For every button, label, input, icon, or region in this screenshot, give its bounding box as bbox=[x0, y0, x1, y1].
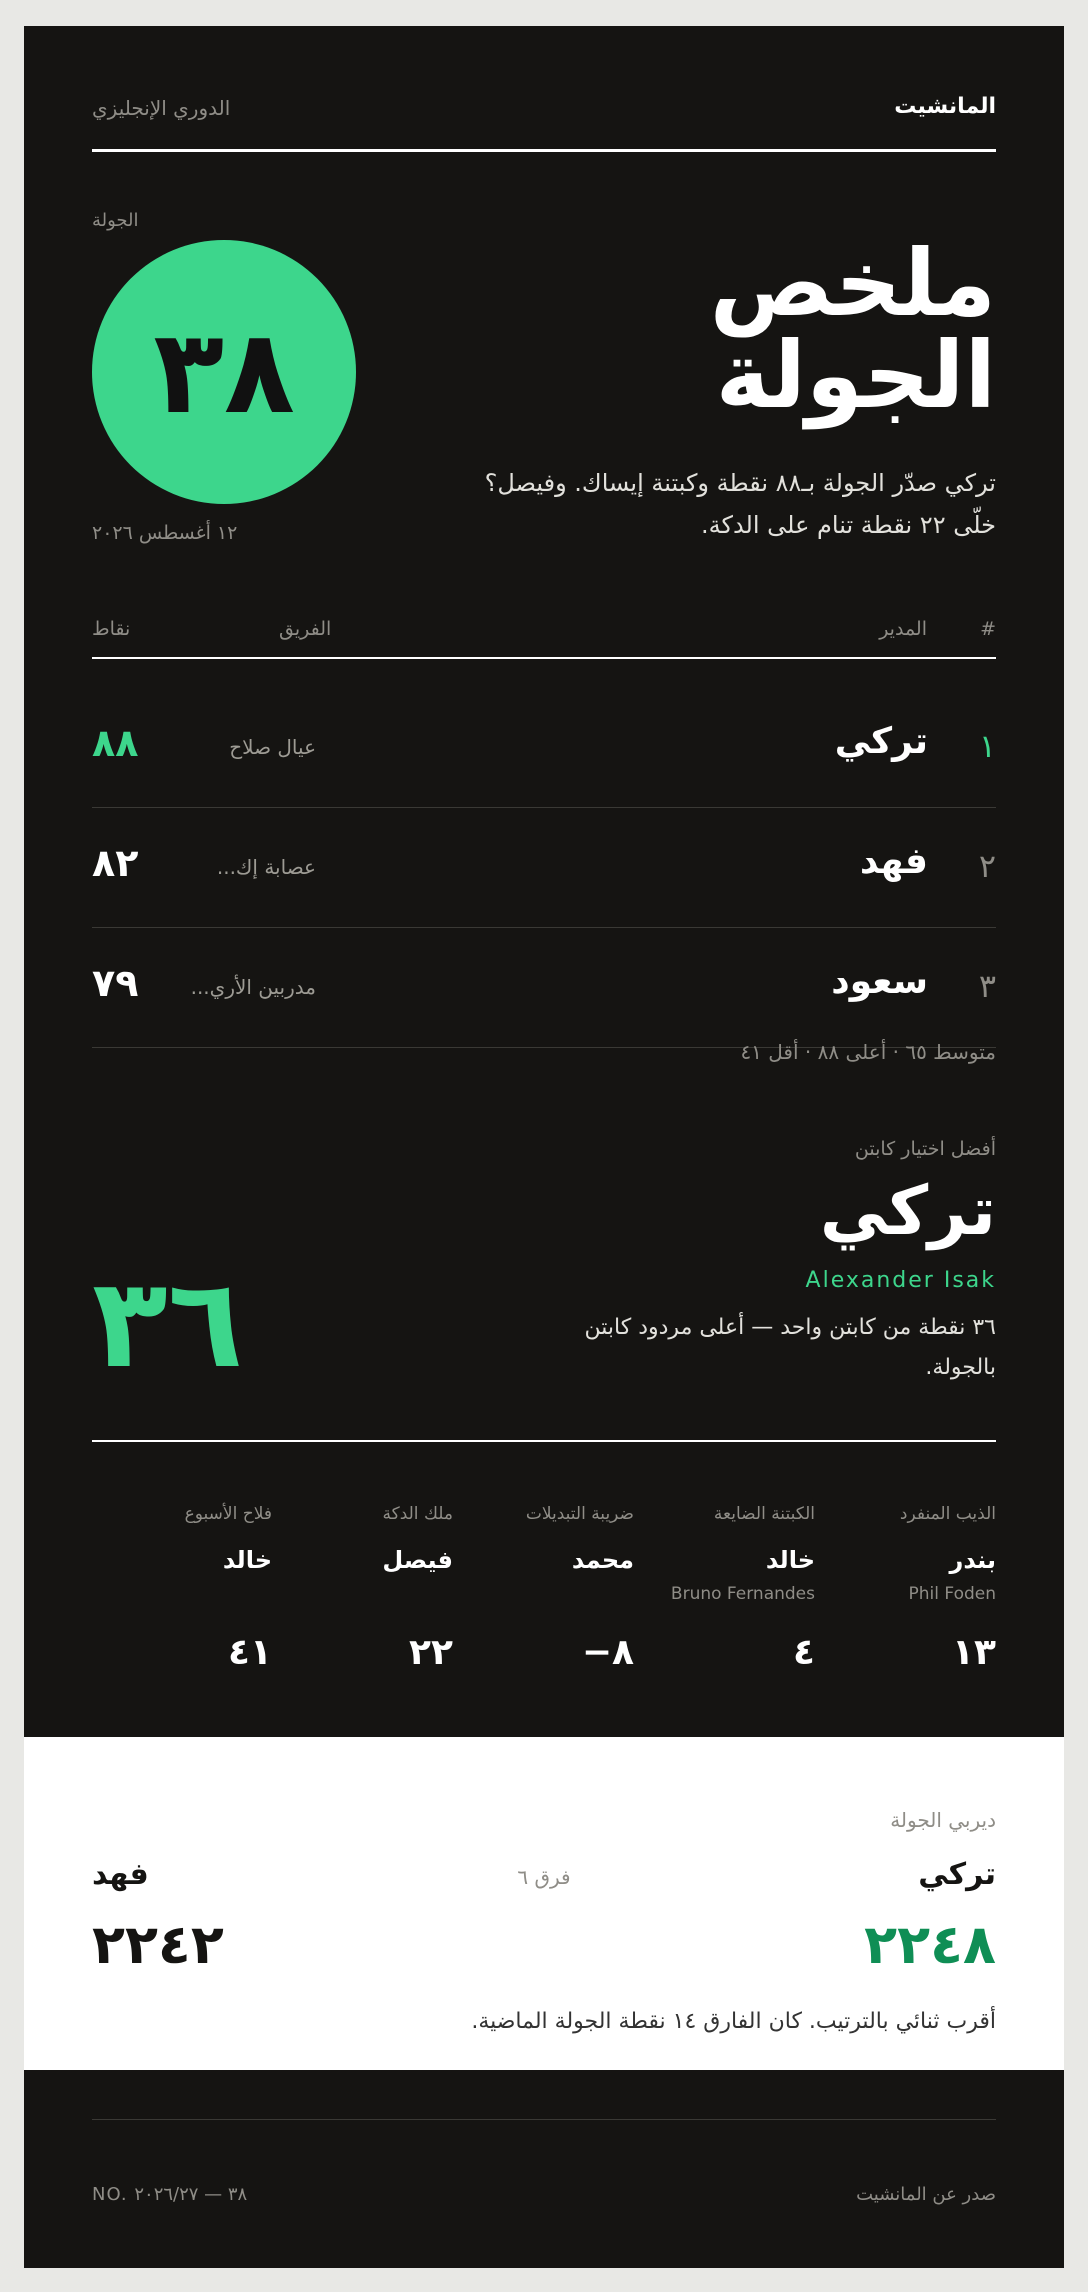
award-title: فلاح الأسبوع bbox=[184, 1504, 272, 1524]
captain-points: ٣٦ bbox=[92, 1252, 244, 1396]
captain-player: Alexander Isak bbox=[805, 1268, 996, 1293]
award-bench-king bbox=[283, 1504, 453, 1673]
award-value: ٤ bbox=[793, 1632, 815, 1673]
row-rank: ٢ bbox=[978, 847, 996, 885]
row-team: مدربين الأري... bbox=[190, 975, 316, 999]
derby-section bbox=[24, 1737, 1064, 2070]
footer-source: صدر عن المانشيت bbox=[856, 2184, 996, 2205]
derby-leader-name: تركي bbox=[918, 1857, 996, 1892]
table-row[interactable] bbox=[92, 807, 996, 928]
award-transfer-tax bbox=[464, 1504, 634, 1673]
award-player bbox=[283, 1584, 453, 1608]
award-winner: بندر bbox=[949, 1546, 996, 1574]
derby-label: ديربي الجولة bbox=[890, 1808, 996, 1832]
round-number-badge bbox=[92, 240, 356, 504]
derby-challenger-score: ٢٢٤٢ bbox=[92, 1913, 224, 1976]
row-points: ٨٢ bbox=[92, 841, 139, 885]
award-player: Bruno Fernandes bbox=[670, 1584, 815, 1604]
header-manager: المدير bbox=[879, 618, 927, 640]
masthead-divider bbox=[92, 149, 996, 152]
award-winner: خالد bbox=[765, 1546, 815, 1574]
round-label: الجولة bbox=[92, 210, 139, 231]
round-subtitle bbox=[436, 462, 996, 546]
header-rank: # bbox=[980, 618, 996, 640]
row-rank: ٣ bbox=[978, 967, 996, 1005]
award-player bbox=[102, 1584, 272, 1608]
derby-leader-score: ٢٢٤٨ bbox=[864, 1913, 996, 1976]
row-team: عيال صلاح bbox=[229, 735, 316, 759]
page-title bbox=[516, 230, 996, 429]
row-points: ٧٩ bbox=[92, 961, 139, 1005]
round-summary-card bbox=[24, 26, 1064, 2268]
table-row[interactable] bbox=[92, 927, 996, 1048]
award-value: ٢٢ bbox=[409, 1632, 453, 1673]
award-value: ٨− bbox=[581, 1632, 634, 1673]
header-team: الفريق bbox=[279, 618, 332, 640]
award-title: ضريبة التبديلات bbox=[525, 1504, 634, 1524]
footer-divider bbox=[92, 2119, 996, 2120]
captain-desc-line-2: بالجولة. bbox=[925, 1355, 996, 1380]
award-value: ٤١ bbox=[228, 1632, 272, 1673]
award-wasted-captain bbox=[645, 1504, 815, 1673]
award-farmer-of-week bbox=[102, 1504, 272, 1673]
header-points: نقاط bbox=[92, 618, 131, 640]
title-line-1: ملخص bbox=[709, 230, 996, 337]
subtitle-line-2: خلّى ٢٢ نقطة تنام على الدكة. bbox=[701, 511, 996, 539]
captain-description bbox=[556, 1308, 996, 1388]
derby-challenger-name: فهد bbox=[92, 1857, 149, 1892]
award-lone-wolf bbox=[826, 1504, 996, 1673]
captain-divider bbox=[92, 1440, 996, 1442]
row-manager: تركي bbox=[834, 721, 928, 762]
award-winner: خالد bbox=[222, 1546, 272, 1574]
table-header-divider bbox=[92, 657, 996, 659]
award-player: Phil Foden bbox=[908, 1584, 996, 1604]
row-manager: سعود bbox=[831, 961, 928, 1002]
round-date: ١٢ أغسطس ٢٠٢٦ bbox=[92, 522, 238, 544]
award-winner: فيصل bbox=[382, 1546, 453, 1574]
award-title: الذيب المنفرد bbox=[899, 1504, 996, 1524]
award-winner: محمد bbox=[571, 1546, 634, 1574]
award-title: الكبتنة الضايعة bbox=[713, 1504, 815, 1524]
issue-number: NO. ٣٨ — ٢٠٢٦/٢٧ bbox=[92, 2184, 248, 2205]
brand-name: المانشيت bbox=[894, 94, 996, 119]
award-title: ملك الدكة bbox=[382, 1504, 453, 1524]
captain-label: أفضل اختيار كابتن bbox=[854, 1138, 996, 1160]
points-stats: متوسط ٦٥ · أعلى ٨٨ · أقل ٤١ bbox=[740, 1040, 996, 1064]
captain-manager: تركي bbox=[819, 1172, 996, 1251]
row-team: عصابة إك... bbox=[216, 855, 316, 879]
subtitle-line-1: تركي صدّر الجولة بـ٨٨ نقطة وكبتنة إيساك. وفيصل؟ bbox=[484, 469, 996, 497]
derby-note: أقرب ثنائي بالترتيب. كان الفارق ١٤ نقطة الجولة الماضية. bbox=[471, 2009, 996, 2034]
award-player bbox=[464, 1584, 634, 1608]
table-row[interactable] bbox=[92, 687, 996, 808]
derby-gap: فرق ٦ bbox=[517, 1865, 571, 1889]
captain-desc-line-1: ٣٦ نقطة من كابتن واحد — أعلى مردود كابتن bbox=[584, 1315, 996, 1340]
award-value: ١٣ bbox=[952, 1632, 996, 1673]
round-number: ٣٨ bbox=[153, 304, 295, 440]
row-rank: ١ bbox=[978, 727, 996, 765]
league-name: الدوري الإنجليزي bbox=[92, 96, 231, 120]
title-line-2: الجولة bbox=[715, 322, 996, 429]
row-points: ٨٨ bbox=[92, 721, 139, 765]
row-manager: فهد bbox=[859, 841, 928, 882]
